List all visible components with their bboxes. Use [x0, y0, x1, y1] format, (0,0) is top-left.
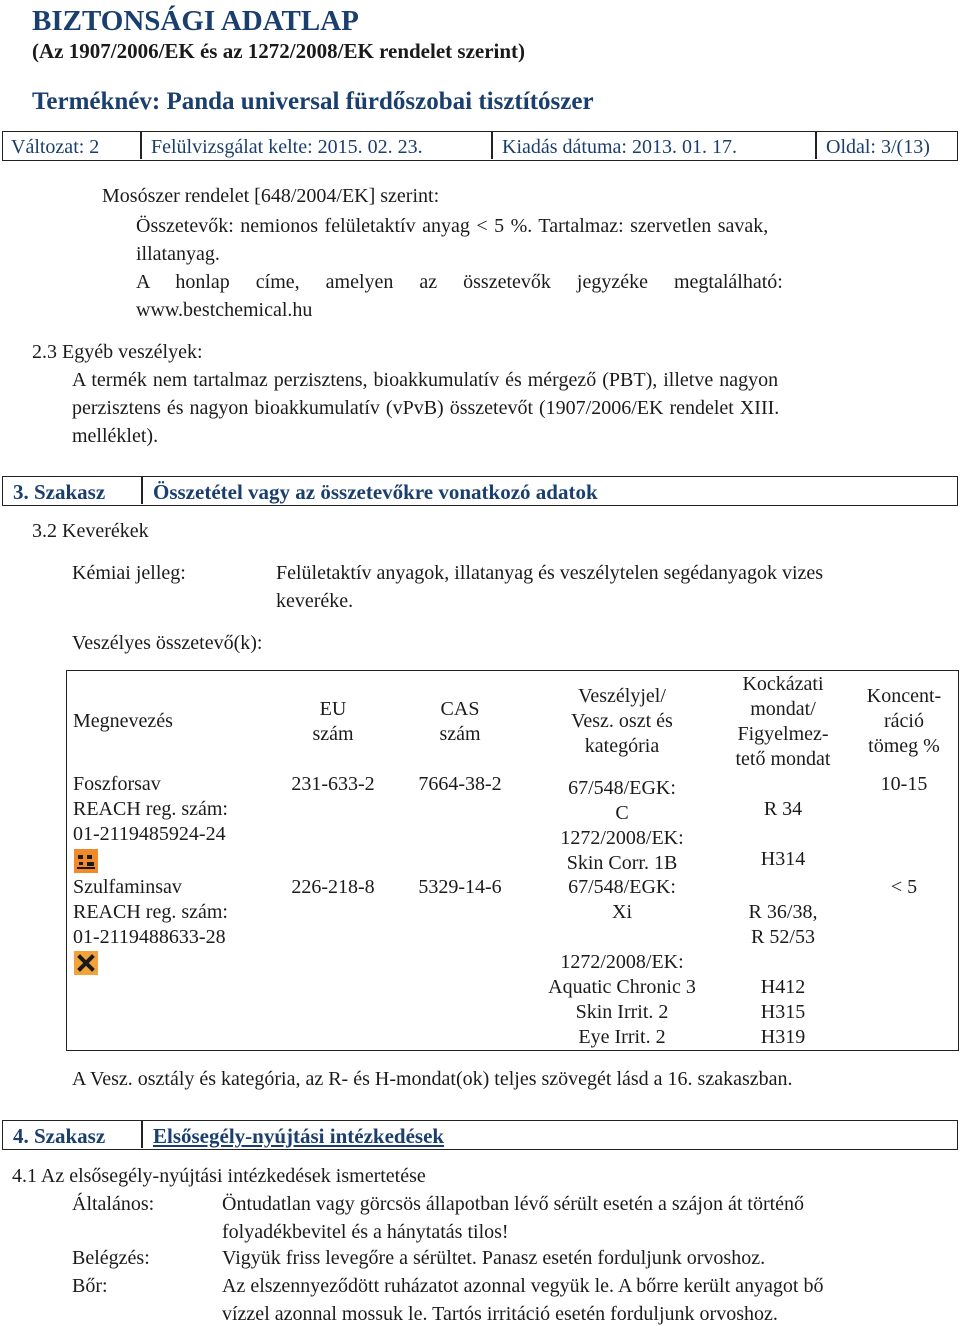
skin-line-1: Az elszennyeződött ruházatot azonnal vegyük le. A bőrre került anyagot bő [222, 1275, 824, 1297]
general-line-1: Öntudatlan vagy görcsös állapotban lévő sérült esetén a szájon át történő [222, 1193, 805, 1215]
mixtures-heading: 3.2 Keverékek [32, 520, 149, 542]
row-1-concentration: 10-15 [880, 773, 928, 795]
header-conc-line-1: Koncent- [866, 685, 942, 707]
spacer [715, 950, 851, 975]
row-1-symbol-line-3: 1272/2008/EK: [560, 827, 684, 849]
row-2-risk-line-2: R 52/53 [751, 926, 815, 948]
divider [141, 477, 143, 504]
detergent-line-2 [136, 214, 931, 240]
divider [140, 132, 142, 159]
divider [815, 132, 817, 159]
header-symbol [537, 684, 707, 759]
row-1-name [73, 772, 228, 847]
row-2-cas-number: 5329-14-6 [418, 876, 502, 898]
other-hazards-line-2: perzisztens és nagyon bioakkumulatív (vPvB) összetevőt (1907/2006/EK rendelet XIII. [72, 397, 780, 419]
chemical-nature-line-1: Felületaktív anyagok, illatanyag és veszélytelen segédanyagok vizes [276, 562, 824, 584]
header-symbol-line-2: Vesz. oszt és [571, 710, 673, 732]
other-hazards-line-3: melléklet). [72, 425, 159, 447]
row-2-name-line-1: Szulfaminsav [73, 876, 182, 898]
chemical-nature-label: Kémiai jelleg: [72, 562, 186, 584]
detergent-line-2-text: Összetevők: nemionos felületaktív anyag < 5 %. Tartalmaz: szervetlen savak, [136, 215, 769, 237]
detergent-line-4: A honlap címe, amelyen az összetevők jegyzéke megtalálható: [136, 271, 783, 293]
divider [491, 132, 493, 159]
general-label: Általános: [72, 1193, 155, 1215]
website-link: www.bestchemical.hu [136, 299, 313, 321]
document-title: BIZTONSÁGI ADATLAP [32, 5, 359, 37]
section-3-header [2, 476, 958, 506]
header-cas [422, 697, 498, 747]
header-conc-line-3: tömeg % [868, 735, 940, 757]
header-conc-line-2: ráció [884, 710, 924, 732]
row-2-symbol-line-4: Aquatic Chronic 3 [548, 976, 696, 998]
row-2-symbol-line-3: 1272/2008/EK: [560, 951, 684, 973]
detergent-line-3: illatanyag. [136, 243, 220, 265]
header-eu-line-2: szám [312, 723, 354, 745]
header-cas-line-2: szám [439, 723, 481, 745]
version-bar [2, 131, 958, 161]
row-2-risk [715, 900, 851, 1050]
general-line-2: folyadékbevitel és a hánytatás tilos! [222, 1221, 509, 1243]
row-1-symbol-line-2: C [615, 802, 629, 824]
header-symbol-line-3: kategória [584, 735, 660, 757]
row-1-symbol [537, 776, 707, 876]
row-2-name-line-2: REACH reg. szám: [73, 901, 228, 923]
header-risk-line-3: Figyelmez- [737, 723, 829, 745]
header-eu [297, 697, 369, 747]
row-2-risk-line-3: H412 [760, 976, 806, 998]
header-risk-line-2: mondat/ [750, 698, 816, 720]
header-risk-line-1: Kockázati [742, 673, 824, 695]
row-2-symbol-line-6: Eye Irrit. 2 [578, 1026, 666, 1048]
row-1-risk-h: H314 [760, 848, 806, 870]
row-1-risk-r: R 34 [763, 798, 803, 820]
row-2-eu-number: 226-218-8 [291, 876, 375, 898]
row-2-symbol-line-1: 67/548/EGK: [568, 876, 676, 898]
row-1-name-line-2: REACH reg. szám: [73, 798, 228, 820]
hazardous-components-label: Veszélyes összetevő(k): [72, 632, 263, 654]
row-2-risk-line-1: R 36/38, [748, 901, 818, 923]
row-1-symbol-line-4: Skin Corr. 1B [566, 852, 678, 874]
row-1-eu-number: 231-633-2 [291, 773, 375, 795]
row-2-concentration: < 5 [890, 876, 918, 898]
header-risk [715, 672, 851, 772]
section-3-title: Összetétel vagy az összetevőkre vonatkozó adatok [153, 480, 598, 504]
row-1-cas-number: 7664-38-2 [418, 773, 502, 795]
issue-date: Kiadás dátuma: 2013. 01. 17. [502, 136, 737, 158]
header-name: Megnevezés [73, 710, 173, 732]
skin-line-2: vízzel azonnal mossuk le. Tartós irritáció esetén forduljunk orvoshoz. [222, 1303, 778, 1325]
corrosive-pictogram-icon [74, 849, 98, 873]
row-2-risk-line-4: H315 [760, 1001, 806, 1023]
version-text: Változat: 2 [11, 136, 100, 158]
row-2-name-line-3: 01-2119488633-28 [73, 926, 226, 948]
irritant-pictogram-icon [74, 951, 98, 975]
revision-date: Felülvizsgálat kelte: 2015. 02. 23. [151, 136, 423, 158]
first-aid-subheading: 4.1 Az elsősegély-nyújtási intézkedések ismertetése [12, 1165, 426, 1187]
row-2-symbol [537, 875, 707, 1050]
header-concentration [851, 684, 957, 759]
section-4-title: Elsősegély-nyújtási intézkedések [153, 1124, 445, 1148]
row-1-symbol-line-1: 67/548/EGK: [568, 777, 676, 799]
inhalation-text: Vigyük friss levegőre a sérültet. Panasz esetén forduljunk orvoshoz. [222, 1247, 766, 1269]
row-2-symbol-line-5: Skin Irrit. 2 [575, 1001, 669, 1023]
other-hazards-line-1: A termék nem tartalmaz perzisztens, bioakkumulatív és mérgező (PBT), illetve nagyon [72, 369, 779, 391]
row-2-name [73, 875, 228, 950]
section-4-header [2, 1120, 958, 1150]
row-2-symbol-line-2: Xi [612, 901, 632, 923]
header-cas-line-1: CAS [440, 698, 480, 720]
product-name: Terméknév: Panda universal fürdőszobai tisztítószer [32, 88, 594, 115]
detergent-line-1: Mosószer rendelet [648/2004/EK] szerint: [102, 185, 440, 207]
row-1-name-line-3: 01-2119485924-24 [73, 823, 226, 845]
composition-table [66, 670, 959, 1051]
divider [141, 1121, 143, 1148]
page-number: Oldal: 3/(13) [826, 136, 930, 158]
header-eu-line-1: EU [319, 698, 347, 720]
inhalation-label: Belégzés: [72, 1247, 150, 1269]
section-3-number: 3. Szakasz [13, 480, 106, 504]
skin-label: Bőr: [72, 1275, 108, 1297]
row-2-risk-line-5: H319 [760, 1026, 806, 1048]
regulation-subtitle: (Az 1907/2006/EK és az 1272/2008/EK rendelet szerint) [32, 39, 526, 63]
chemical-nature-line-2: keveréke. [276, 590, 354, 612]
section-4-number: 4. Szakasz [13, 1124, 106, 1148]
header-risk-line-4: tető mondat [735, 748, 831, 770]
spacer [537, 925, 707, 950]
header-symbol-line-1: Veszélyjel/ [578, 685, 666, 707]
row-1-name-line-1: Foszforsav [73, 773, 161, 795]
table-note: A Vesz. osztály és kategória, az R- és H-mondat(ok) teljes szövegét lásd a 16. szakaszban. [72, 1068, 793, 1090]
other-hazards-heading: 2.3 Egyéb veszélyek: [32, 341, 203, 363]
